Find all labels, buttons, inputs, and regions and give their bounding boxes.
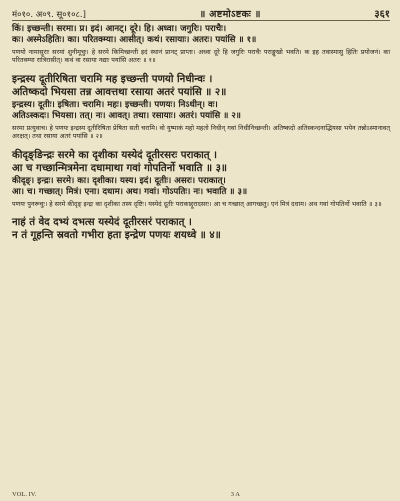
padapatha-line: इन्द्रस्य। दूतीः। इषिता। चरामि। महः। इच्छन्ती। पणयः। निऽधीन्। वः। [12, 100, 218, 110]
running-header [12, 6, 390, 21]
header-reference: मं०१०. अ०९. सू०१०८.] [12, 10, 86, 20]
verse-block-4 [12, 216, 390, 242]
header-title: ॥ अष्टमोऽष्टकः ॥ [199, 9, 261, 20]
verse-line: न तं गूहन्ति स्रवतो गभीरा हता इन्द्रेण पणयः शयध्वे ॥ ४॥ [12, 229, 221, 242]
padapatha-line: अतिऽस्कदः। भियसा। तत्। नः। आवत्। तथा। रसायाः। अतरं। पयांसि ॥ २॥ [12, 111, 241, 122]
verse-block-1 [12, 24, 390, 65]
padapatha-line: आ। च। गच्छात्। मित्रं। एना। दधाम। अथ। गवां। गोऽपतिः। नः। भवाति ॥ ३॥ [12, 187, 248, 198]
padapatha-line: किं। इच्छन्ती। सरमा। प्र। इदं। आनट्। दूरे। हि। अध्वा। जगुरिः। पराचैः। [12, 24, 227, 34]
commentary: पणयो नामासुराः सरमां शुनीमूचुः। हे सरमे किमिच्छन्ती इदं स्थानं प्रानट् प्राप्ता। अध्वा दूरे हि जगुरिः पराचैः पराङ्मुखो भवति। क इह तवास्मासु हितिः प्रयोजनं। का परितक्म्या रात्रिरासीत्। कथं वा रसाया नद्याः पयांसि अतरः ॥ १॥ [12, 47, 390, 65]
verse-line: नाहं तं वेद दभ्यं दभत्स यस्येदं दूतीरसरं पराकात् । [12, 216, 192, 229]
verse-block-2 [12, 73, 390, 141]
volume-label: VOL. IV. [12, 491, 37, 498]
verse-line: आ च गच्छान्मित्रमेना दधामाथा गवां गोपतिर्नो भवाति ॥ ३॥ [12, 162, 228, 174]
verse-line: इन्द्रस्य दूतीरिषिता चरामि मह इच्छन्ती पणयो निधीन्वः । [12, 73, 213, 85]
verse-line: कीदृङ्ङिन्द्रः सरमे का दृशीका यस्येदं दूतीरसरः पराकात् । [12, 149, 218, 161]
padapatha-line: कः। अस्मेऽहितिः। का। परितक्म्या। आसीत्। कथं। रसायाः। अतरः। पयांसि ॥ १॥ [12, 35, 257, 46]
signature-mark: 3 A [230, 491, 240, 498]
padapatha-line: कीदृङ्। इन्द्रः। सरमे। का। दृशीका। यस्य। इदं। दूतीः। असरः। पराकात्। [12, 176, 226, 186]
verse-block-3 [12, 149, 390, 208]
page-footer [12, 491, 390, 498]
commentary: पणयः पुनरूचुः। हे सरमे कीदृङ् इन्द्रः का दृशीका तस्य दृष्टिः। यस्येदं दूतीः पराकाद्दूरादसरः। आ च गच्छात् आगच्छतु। एनं मित्रं दधाम। अथ गवां गोपतिर्नो भवाति ॥ ३॥ [12, 199, 382, 208]
page-number: ३६१ [374, 9, 390, 20]
commentary: सरमा प्रत्युवाच। हे पणयः इन्द्रस्य दूतीरिषिता प्रेषिता सती चरामि। वो युष्माकं महो महतो निधीन् गवां निधीनिच्छन्ती। अतिष्कदो अतिस्कन्दनाद्भियसा भयेन तन्नोऽस्मानावत् अरक्षत्। तथा रसाया अतरं पयांसि ॥ २॥ [12, 123, 390, 141]
verse-line: अतिष्कदो भियसा तन्न आवत्तथा रसाया अतरं पयांसि ॥ २॥ [12, 86, 227, 98]
